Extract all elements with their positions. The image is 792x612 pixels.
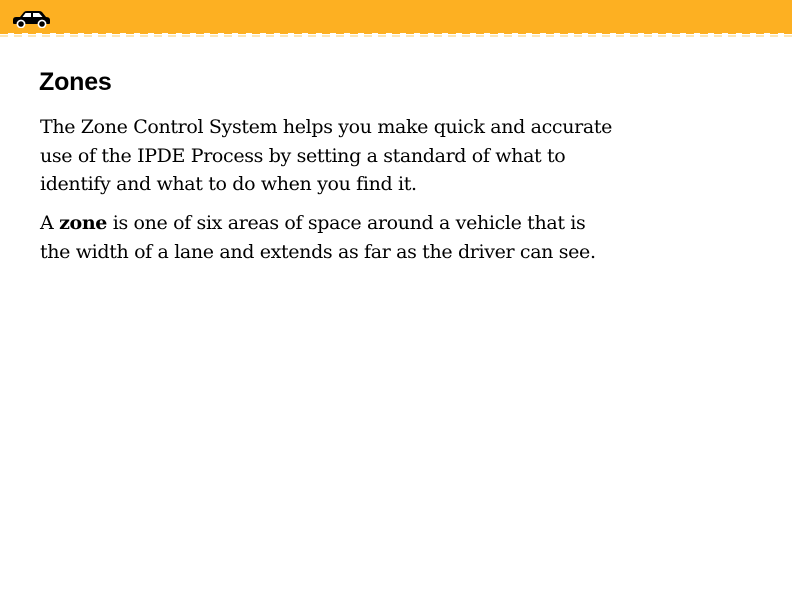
car-icon (11, 10, 52, 28)
paragraph-zone-control-system: The Zone Control System helps you make quick and accurate use of the IPDE Process by setting a standard of what to identify and what to do when you find it. (40, 116, 613, 195)
header-bar (0, 0, 792, 40)
slide-title: Zones (39, 68, 112, 96)
zone-definition-suffix: is one of six areas of space around a vehicle that is the width of a lane and extends as far as the driver can see. (40, 212, 596, 263)
zone-term: zone (59, 212, 108, 234)
zone-definition-prefix: A (40, 212, 60, 234)
paragraph-zone-definition (40, 209, 620, 266)
header-bar-graphic (0, 0, 792, 40)
